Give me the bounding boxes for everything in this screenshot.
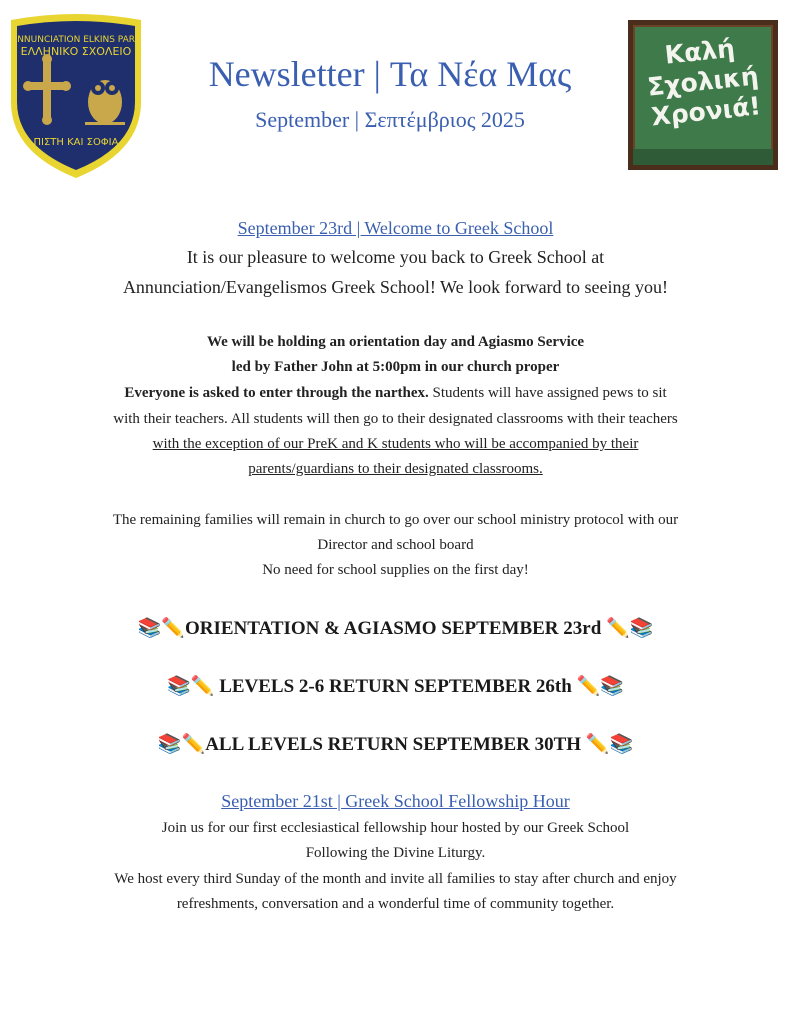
narthex-rest: Students will have assigned pews to sit — [428, 385, 667, 401]
pencil-books-icon: ✏️📚 — [585, 733, 634, 755]
fellowship-line: Join us for our first ecclesiastical fellowship hour hosted by our Greek School — [161, 820, 630, 836]
welcome-heading-link[interactable]: September 23rd | Welcome to Greek School — [237, 218, 554, 238]
chalkboard-image — [628, 20, 778, 170]
fellowship-line: We host every third Sunday of the month and invite all families to stay after church and enjoy — [114, 871, 677, 887]
date-banner — [20, 616, 771, 640]
classroom-line: with their teachers. All students will then go to their designated classrooms with their teachers — [113, 411, 678, 427]
remaining-line: Director and school board — [317, 537, 474, 553]
fellowship-line: Following the Divine Liturgy. — [305, 845, 486, 861]
books-pencil-icon: 📚✏️ — [167, 675, 215, 697]
fellowship-line: refreshments, conversation and a wonderful time of community together. — [176, 896, 615, 912]
newsletter-title: Newsletter | Τα Νέα Μας — [208, 54, 572, 94]
chalk-tray — [633, 149, 773, 165]
chalkboard-line: Χρονιά! — [650, 91, 763, 132]
date-banner — [20, 732, 771, 756]
banner-text: LEVELS 2-6 RETURN SEPTEMBER 26th — [214, 676, 577, 697]
chalkboard-line: Σχολική — [645, 61, 760, 102]
pencil-books-icon: ✏️📚 — [576, 675, 624, 697]
exception-line: with the exception of our PreK and K students who will be accompanied by their — [152, 436, 639, 452]
remaining-line: The remaining families will remain in church to go over our school ministry protocol with our — [112, 512, 679, 528]
logo-motto: ΠΙΣΤΗ ΚΑΙ ΣΟΦΙΑ — [33, 137, 119, 148]
remaining-line: No need for school supplies on the first day! — [262, 562, 529, 578]
school-logo — [5, 12, 147, 182]
banner-text: ALL LEVELS RETURN SEPTEMBER 30TH — [205, 734, 586, 755]
newsletter-subtitle: September | Σεπτέμβριος 2025 — [255, 107, 525, 132]
books-pencil-icon: 📚✏️ — [157, 733, 206, 755]
narthex-bold: Everyone is asked to enter through the narthex. — [124, 385, 429, 401]
banner-text: ORIENTATION & AGIASMO SEPTEMBER 23rd — [184, 618, 607, 639]
books-pencil-icon: 📚✏️ — [137, 617, 185, 639]
date-banner — [20, 674, 771, 698]
chalkboard-line: Καλή — [663, 33, 737, 70]
pencil-books-icon: ✏️📚 — [606, 617, 654, 639]
logo-arc-text: ANNUNCIATION ELKINS PARK — [11, 35, 141, 45]
fellowship-heading-link[interactable]: September 21st | Greek School Fellowship Hour — [221, 791, 570, 811]
intro-line: Annunciation/Evangelismos Greek School! We look forward to seeing you! — [122, 277, 669, 297]
orientation-line: We will be holding an orientation day and Agiasmo Service — [206, 334, 585, 350]
orientation-line: led by Father John at 5:00pm in our church proper — [231, 359, 560, 375]
narthex-line — [20, 385, 771, 402]
exception-line: parents/guardians to their designated classrooms. — [248, 461, 543, 477]
intro-line: It is our pleasure to welcome you back to Greek School at — [186, 247, 605, 267]
logo-name: ΕΛΛΗΝΙΚΟ ΣΧΟΛΕΙΟ — [20, 45, 132, 58]
